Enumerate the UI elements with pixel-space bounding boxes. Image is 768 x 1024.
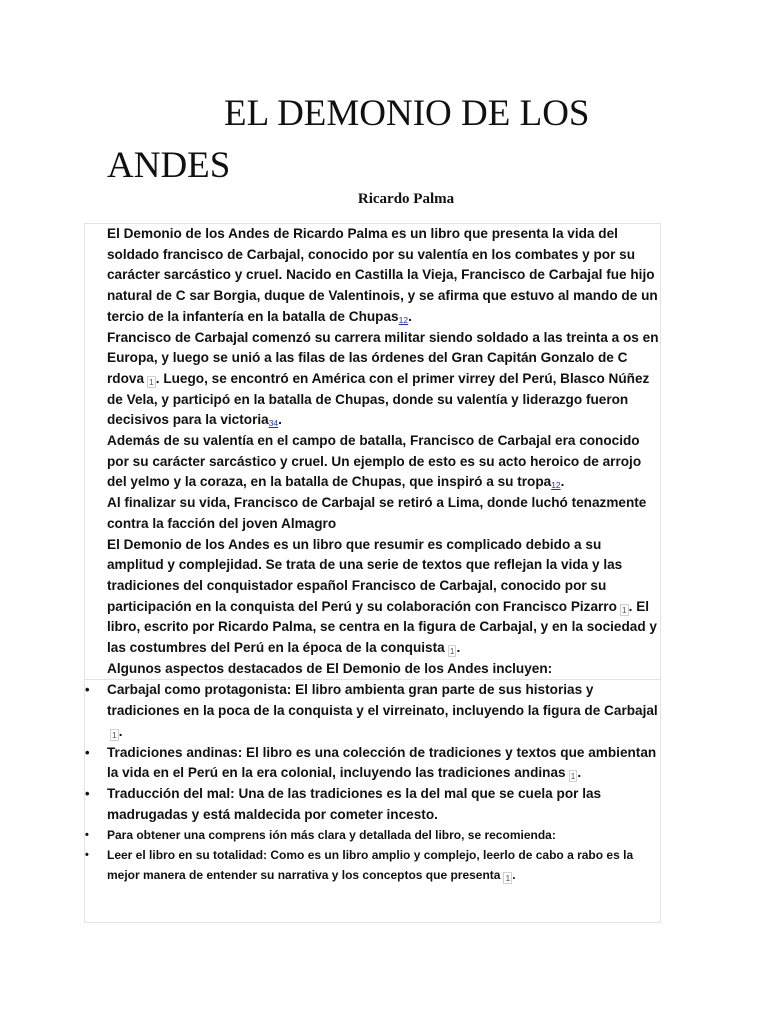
paragraph xyxy=(85,224,660,328)
list-item-text: : El libro ambienta gran parte de sus historias y tradiciones en la poca de la conquista y el virreinato, incluyendo la figura de Carbajal xyxy=(107,682,658,719)
paragraph-text: . Luego, se encontró en América con el primer virrey del Perú, Blasco Núñez de Vela, y participó en la batalla de Chupas, donde su valentía y liderazgo fueron decisivos para la victoria xyxy=(107,370,650,428)
citation-link[interactable]: 1 xyxy=(570,771,576,782)
list-item-term: Carbajal como protagonista xyxy=(107,682,287,698)
paragraph-text: Francisco de Carbajal comenzó su carrera militar siendo soldado a las treinta a os en Europa, y luego se unió a las filas de las órdenes del Gran Capitán Gonzalo de C rdova xyxy=(107,329,659,386)
list-item-end: . xyxy=(512,868,516,883)
paragraph xyxy=(85,535,660,659)
bullet-icon: • xyxy=(85,785,90,801)
list-item xyxy=(85,825,660,845)
list-item-text: Para obtener una comprens ión más clara y detallada del libro, se recomienda: xyxy=(107,828,556,843)
paragraph xyxy=(85,328,660,432)
paragraph-text: Algunos aspectos destacados de El Demonio de los Andes incluyen: xyxy=(107,660,553,676)
bullet-list xyxy=(85,679,660,885)
paragraph-end: . xyxy=(408,308,412,324)
paragraph-text: El Demonio de los Andes de Ricardo Palma es un libro que presenta la vida del soldado francisco de Carbajal, conocido por su valentía en los combates y por su carácter sarcástico y cruel. Nacido en Castilla la Vieja, Francisco de Carbajal fue hijo natural de C sar Borgia, duque de Valentinois, y se afirma que estuvo al mando de un tercio de la infantería en la batalla de Chupas xyxy=(107,226,658,324)
list-item-text: : El libro es una colección de tradiciones y textos que ambientan la vida en el Perú en la era colonial, incluyendo las tradiciones andinas xyxy=(107,744,657,781)
citation-link[interactable]: 12 xyxy=(398,314,409,325)
paragraph-text: Además de su valentía en el campo de batalla, Francisco de Carbajal era conocido por su carácter sarcástico y cruel. Un ejemplo de esto es su acto heroico de arrojo del yelmo y la coraza, en la batalla de Chupas, que inspiró a su tropa xyxy=(107,433,642,490)
list-item-end: . xyxy=(118,723,123,739)
list-item-text: : Una de las tradiciones es la del mal que se cuela por las madrugadas y está maldecida por cometer incesto. xyxy=(107,785,602,822)
bullet-icon: • xyxy=(85,829,89,842)
list-item-end: . xyxy=(577,765,582,781)
paragraph xyxy=(85,431,660,493)
bullet-icon: • xyxy=(85,682,90,698)
paragraph-end: . xyxy=(278,412,282,428)
citation-link[interactable]: 1 xyxy=(149,376,154,387)
paragraph-text: El Demonio de los Andes es un libro que resumir es complicado debido a su amplitud y complejidad. Se trata de una serie de textos que reflejan la vida y las tradiciones del conquistador español Francisco de Carbajal, conocido por su participación en la conquista del Perú y su colaboración con Francisco Pizarro xyxy=(107,536,623,614)
paragraph xyxy=(85,493,660,534)
citation-link[interactable]: 1 xyxy=(112,729,117,740)
list-item xyxy=(85,743,660,784)
list-item-term: Traducción del mal xyxy=(107,785,231,801)
paragraph xyxy=(85,659,660,680)
citation-link[interactable]: 1 xyxy=(449,646,455,657)
list-item-text: Leer el libro en su totalidad: Como es un libro amplio y complejo, leerlo de cabo a rabo es la mejor manera de entender su narrativa y los conceptos que presenta xyxy=(107,848,634,883)
bullet-icon: • xyxy=(85,744,90,760)
list-item xyxy=(85,784,660,825)
document-title: EL DEMONIO DE LOS ANDES xyxy=(107,93,590,186)
list-item-term: Tradiciones andinas xyxy=(107,744,238,760)
paragraph-end: . xyxy=(560,474,565,490)
citation-link[interactable]: 34 xyxy=(268,418,279,429)
citation-link[interactable]: 1 xyxy=(621,604,627,615)
citation-link[interactable]: 12 xyxy=(551,480,561,491)
list-item xyxy=(85,680,660,742)
citation-link[interactable]: 1 xyxy=(505,873,511,884)
paragraph-text: Al finalizar su vida, Francisco de Carbajal se retiró a Lima, donde luchó tenazmente contra la facción del joven Almagro xyxy=(107,495,647,531)
content-box xyxy=(84,223,661,923)
paragraph-text: . El libro, escrito por Ricardo Palma, se centra en la figura de Carbajal, y en la sociedad y las costumbres del Perú en la época de la conquista xyxy=(107,598,657,656)
author-name: Ricardo Palma xyxy=(357,191,455,207)
bullet-icon: • xyxy=(85,849,89,862)
paragraph-end: . xyxy=(456,640,461,656)
list-item xyxy=(85,845,660,885)
